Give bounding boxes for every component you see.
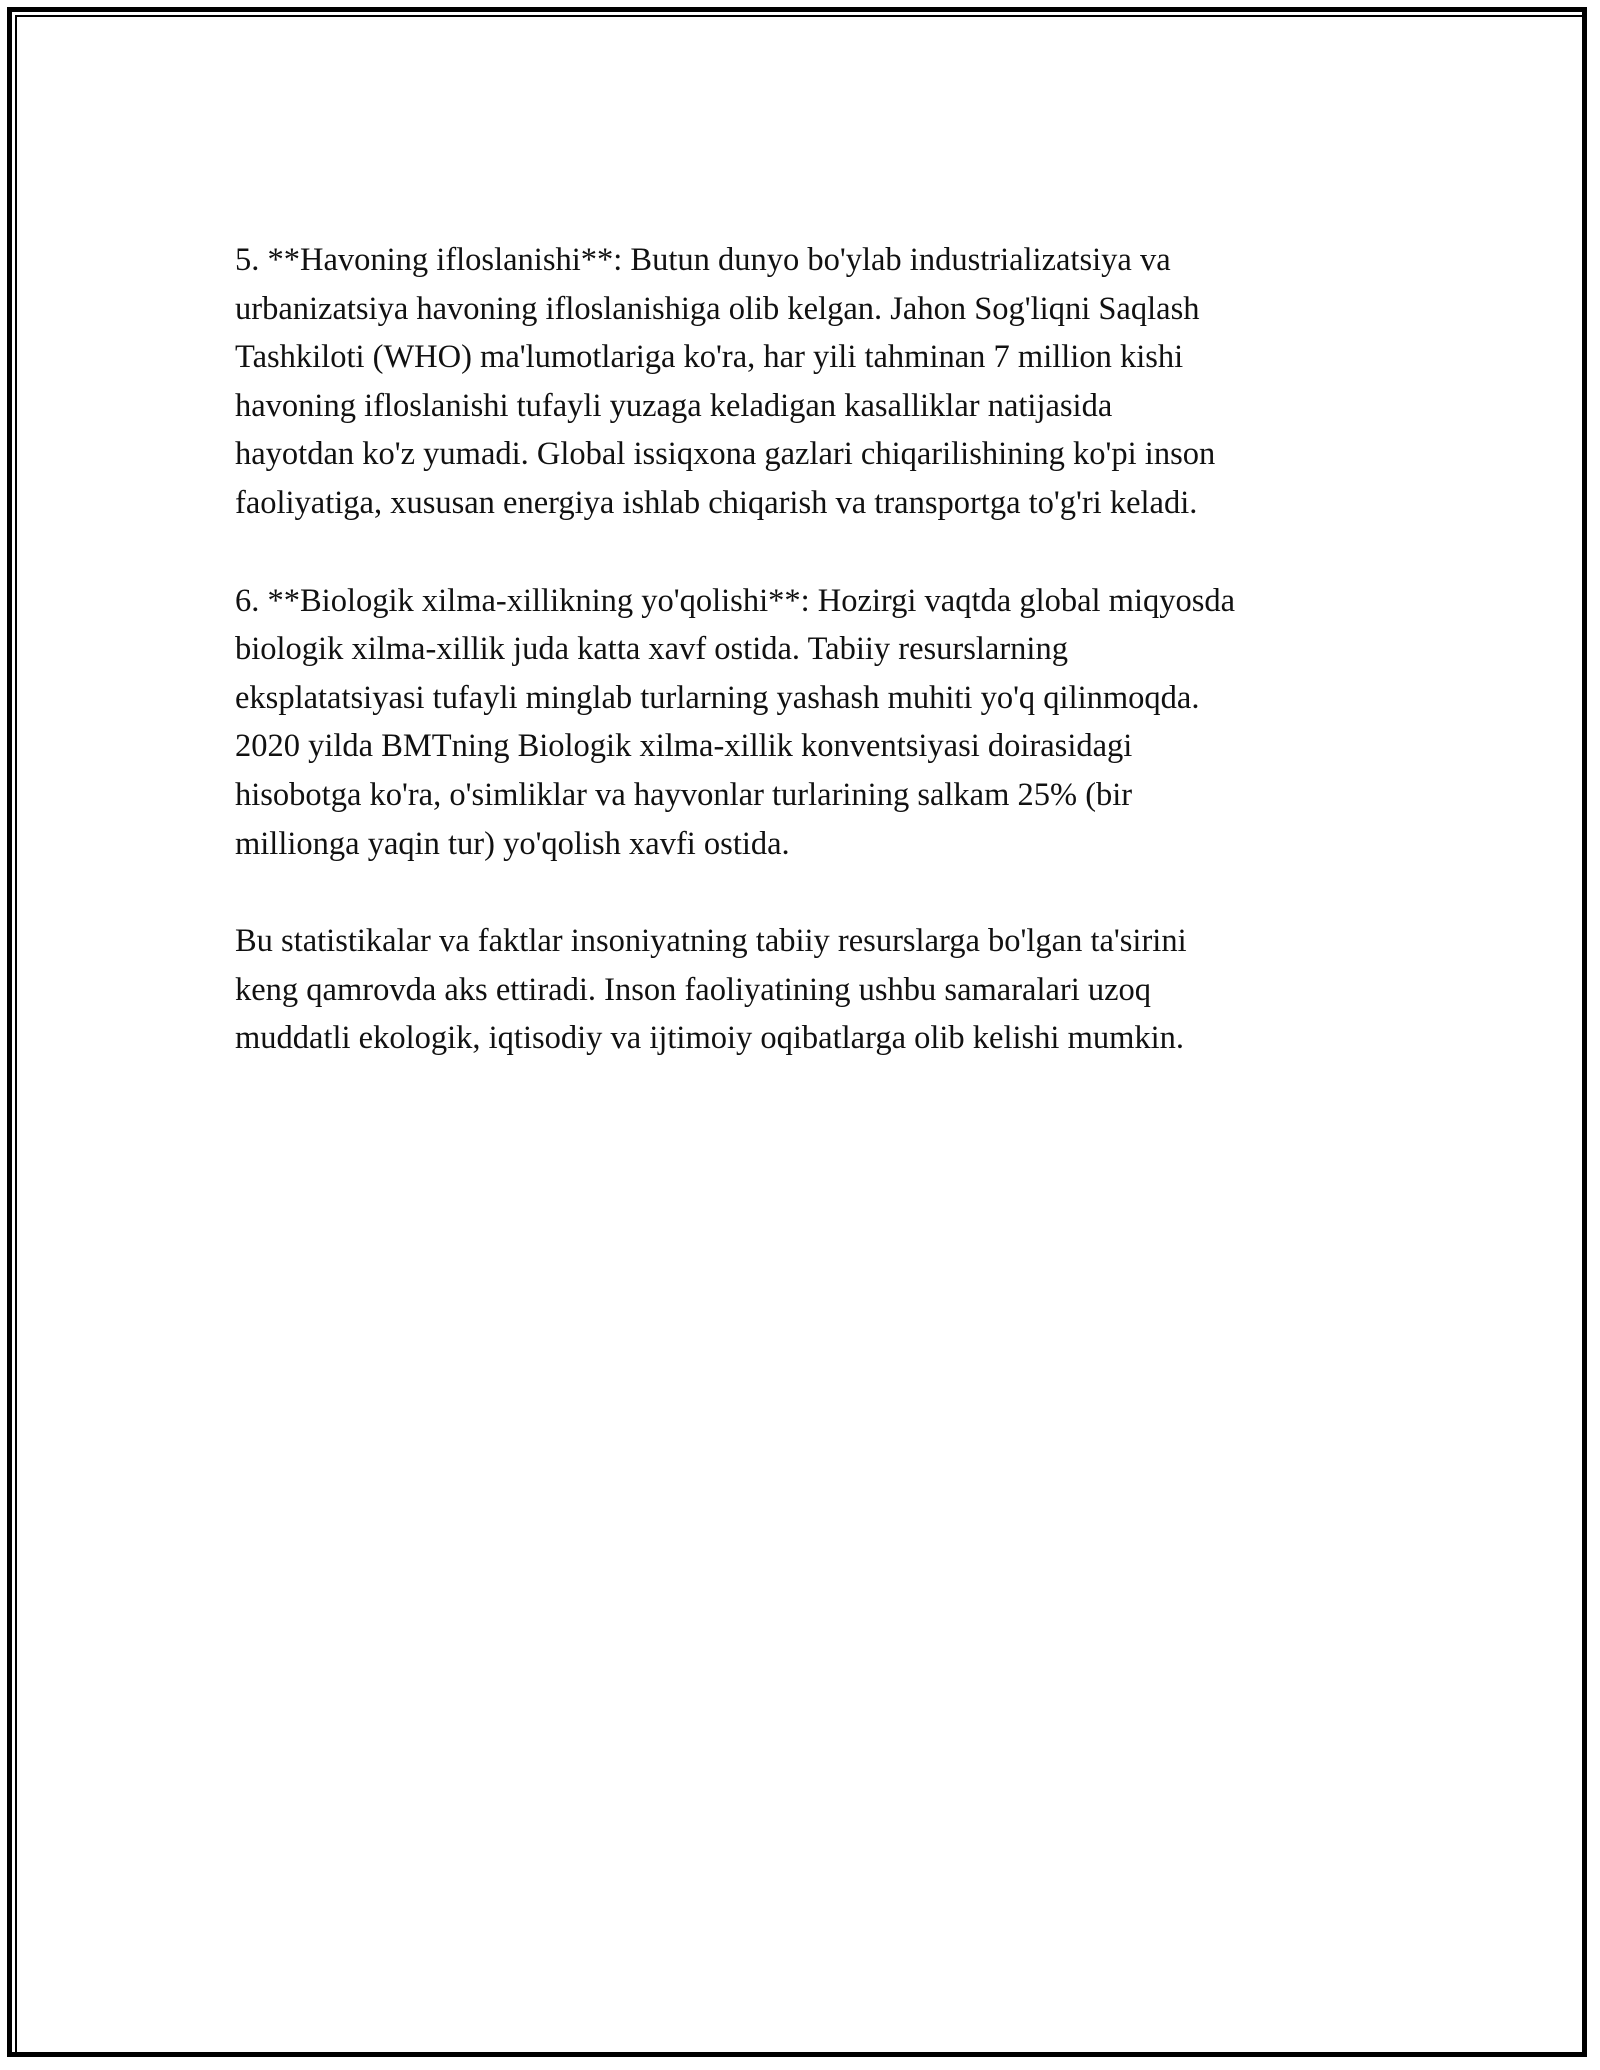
paragraph-air-pollution: 5. **Havoning ifloslanishi**: Butun dunyo bo'ylab industrializatsiya va urbanizatsiya havoning ifloslanishiga olib kelgan. Jahon Sog'liqni Saqlash Tashkiloti (WHO) ma'lumotlariga ko'ra, har yili tahminan 7 million kishi havoning ifloslanishi tufayli yuzaga keladigan kasalliklar natijasida hayotdan ko'z yumadi. Global issiqxona gazlari chiqarilishining ko'pi inson faoliyatiga, xususan energiya ishlab chiqarish va transportga to'g'ri keladi.	[235, 242, 1216, 521]
paragraph-conclusion: Bu statistikalar va faktlar insoniyatning tabiiy resurslarga bo'lgan ta'sirini keng qamrovda aks ettiradi. Inson faoliyatining ushbu samaralari uzoq muddatli ekologik, iqtisodiy va ijtimoiy oqibatlarga olib kelishi mumkin.	[235, 923, 1187, 1057]
document-body	[235, 236, 1395, 1112]
paragraph-biodiversity-loss: 6. **Biologik xilma-xillikning yo'qolishi**: Hozirgi vaqtda global miqyosda biologik xilma-xillik juda katta xavf ostida. Tabiiy resurslarning eksplatatsiyasi tufayli minglab turlarning yashash muhiti yo'q qilinmoqda. 2020 yilda BMTning Biologik xilma-xillik konventsiyasi doirasidagi hisobotga ko'ra, o'simliklar va hayvonlar turlarining salkam 25% (bir millionga yaqin tur) yo'qolish xavfi ostida.	[235, 582, 1236, 862]
